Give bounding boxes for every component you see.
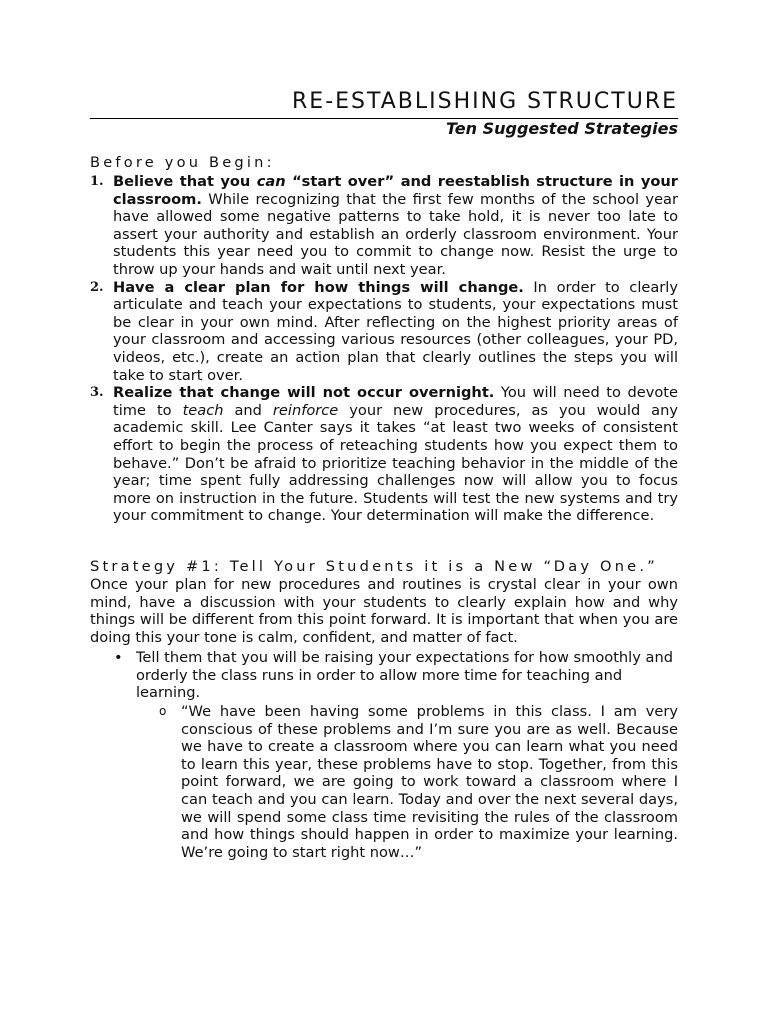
list-item (90, 384, 678, 525)
document-subtitle: Ten Suggested Strategies (445, 119, 678, 138)
item-body: In order to clearly articulate and teach your expectations to students, your expectations must be clear in your own mind. After reflecting on the highest priority areas of your classroom and accessing various resources (other colleagues, your PD, videos, etc.), create an action plan that clearly outlines the steps you will take to start over. (113, 278, 678, 384)
item-body: your new procedures, as you would any academic skill. Lee Canter says it takes “at least two weeks of consistent effort to begin the process of reteaching students how you expect them to behave.” Don’t be afraid to prioritize teaching behavior in the middle of the year; time spent fully addressing challenges now will allow you to focus more on instruction in the future. Students will test the new systems and try your commitment to change. Your determination will make the difference. (113, 401, 679, 525)
before-list (90, 173, 678, 525)
before-heading: Before you Begin: (90, 154, 275, 171)
strategy-paragraph: Once your plan for new procedures and routines is crystal clear in your own mind, have a discussion with your students to clearly explain how and why things will be different from this point forward. It is important that when you are doing this your tone is calm, confident, and matter of fact. (90, 576, 678, 646)
list-number: 3. (90, 385, 104, 401)
bullet-text: Tell them that you will be raising your expectations for how smoothly and orderly the class runs in order to allow more time for teaching and learning. (136, 649, 673, 702)
sub-bullet-marker: o (159, 704, 167, 718)
item-italic: teach (182, 401, 224, 419)
document-title: RE-ESTABLISHING STRUCTURE (292, 89, 678, 114)
list-number: 2. (90, 279, 104, 295)
quote-text: “We have been having some problems in this class. I am very conscious of these problems and I’m sure you are as well. Because we have to create a classroom where you can learn what you need to learn this year, these problems have to stop. Together, from this point forward, we are going to work toward a classroom where I can teach and you can learn. Today and over the next several days, we will spend some class time revisiting the rules of the classroom and how things should happen in order to maximize your learning. We’re going to start right now…” (181, 703, 678, 861)
item-bold-text: Believe that you (113, 173, 257, 190)
item-italic: reinforce (272, 401, 339, 419)
strategy-quote (159, 703, 678, 861)
list-number: 1. (90, 174, 104, 189)
item-body: You will need to devote time to (113, 384, 678, 419)
bullet-marker: • (114, 649, 123, 666)
item-body: and (223, 401, 273, 419)
strategy-bullet (114, 649, 678, 702)
list-item (90, 173, 678, 279)
item-bold-text: Have a clear plan for how things will change. (113, 278, 524, 296)
list-item (90, 279, 678, 385)
item-body: While recognizing that the first few months of the school year have allowed some negative patterns to take hold, it is never too late to assert your authority and establish an orderly classroom environment. Your students this year need you to commit to change now. Resist the urge to throw up your hands and wait until next year. (113, 190, 678, 278)
strategy-heading: Strategy #1: Tell Your Students it is a New “Day One.” (90, 558, 658, 575)
item-bold-italic: can (256, 173, 286, 190)
item-bold-text: Realize that change will not occur overnight. (113, 384, 495, 402)
item-bold-text: “start over” and reestablish structure in your classroom. (113, 173, 678, 208)
